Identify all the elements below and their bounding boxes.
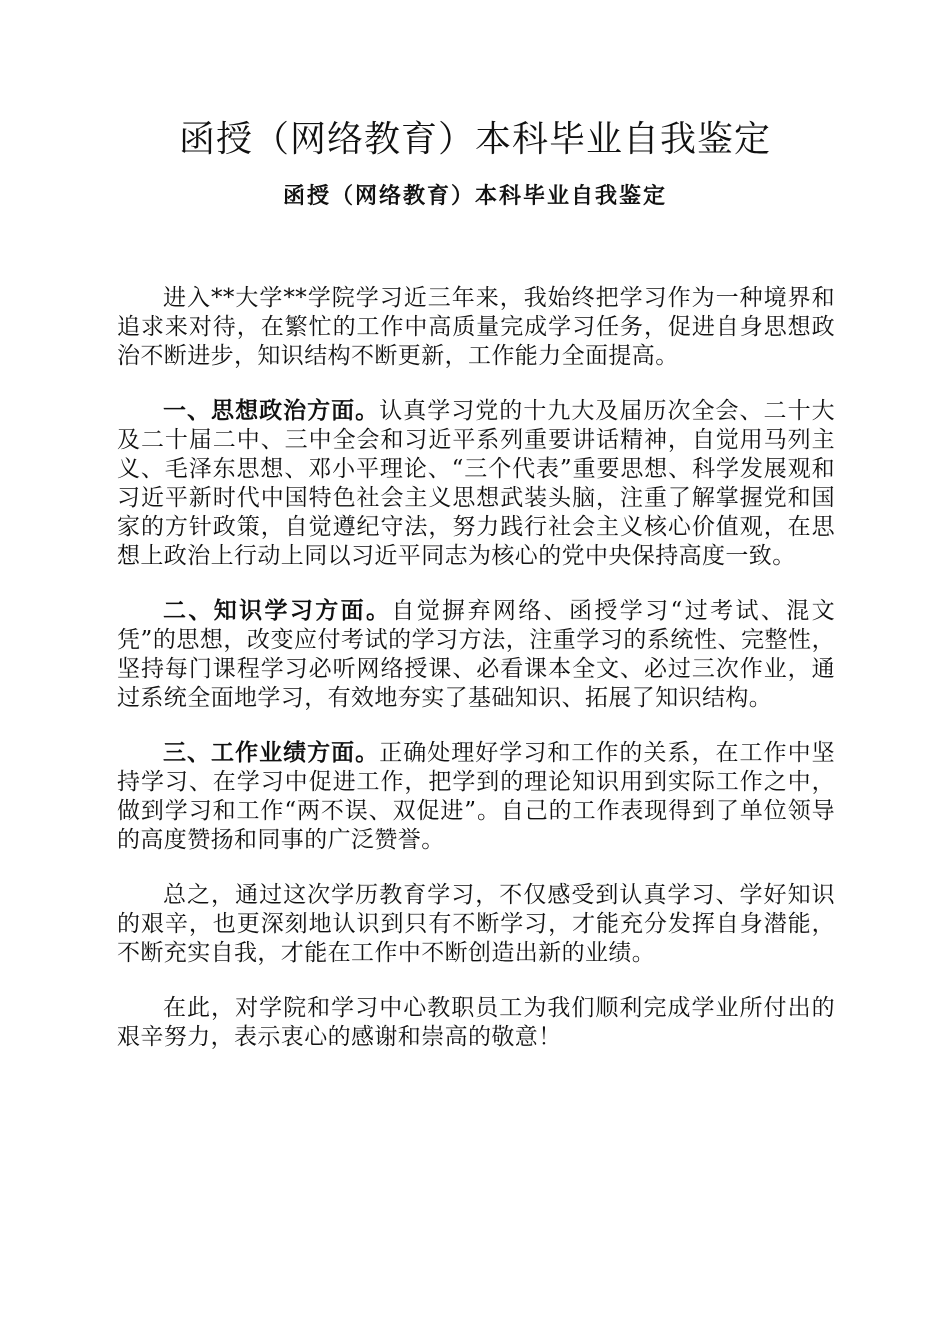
paragraph-text: 自觉摒弃网络、函授学习“过考试、混文凭”的思想，改变应付考试的学习方法，注重学习的系统性、完整性，坚持每门课程学习必听网络授课、必看课本全文、必过三次作业，通过系统全面地学习，有效地夯实了基础知识、拓展了知识结构。 [117, 598, 835, 711]
paragraph-political [117, 397, 835, 571]
paragraph-text: 正确处理好学习和工作的关系，在工作中坚持学习、在学习中促进工作，把学到的理论知识用到实际工作之中，做到学习和工作“两不误、双促进”。自己的工作表现得到了单位领导的高度赞扬和同事的广泛赞誉。 [117, 740, 835, 853]
paragraph-thanks [117, 994, 835, 1052]
paragraph-heading: 一、思想政治方面。 [163, 398, 380, 424]
paragraph-summary [117, 881, 835, 968]
document-body [117, 284, 835, 1078]
paragraph-text: 在此，对学院和学习中心教职员工为我们顺利完成学业所付出的艰辛努力，表示衷心的感谢和崇高的敬意！ [117, 995, 835, 1050]
paragraph-intro [117, 284, 835, 371]
paragraph-heading: 二、知识学习方面。 [163, 598, 392, 624]
paragraph-heading: 三、工作业绩方面。 [163, 740, 380, 766]
paragraph-text: 总之，通过这次学历教育学习，不仅感受到认真学习、学好知识的艰辛，也更深刻地认识到只有不断学习，才能充分发挥自身潜能，不断充实自我，才能在工作中不断创造出新的业绩。 [117, 882, 835, 966]
paragraph-text: 认真学习党的十九大及届历次全会、二十大及二十届二中、三中全会和习近平系列重要讲话精神，自觉用马列主义、毛泽东思想、邓小平理论、“三个代表”重要思想、科学发展观和习近平新时代中国特色社会主义思想武装头脑，注重了解掌握党和国家的方针政策，自觉遵纪守法，努力践行社会主义核心价值观，在思想上政治上行动上同以习近平同志为核心的党中央保持高度一致。 [117, 398, 835, 569]
paragraph-text: 进入**大学**学院学习近三年来，我始终把学习作为一种境界和追求来对待，在繁忙的工作中高质量完成学习任务，促进自身思想政治不断进步，知识结构不断更新，工作能力全面提高。 [117, 285, 835, 369]
document-title: 函授（网络教育）本科毕业自我鉴定 [178, 119, 771, 160]
paragraph-knowledge [117, 597, 835, 713]
document-subtitle: 函授（网络教育）本科毕业自我鉴定 [282, 184, 667, 209]
paragraph-work [117, 739, 835, 855]
